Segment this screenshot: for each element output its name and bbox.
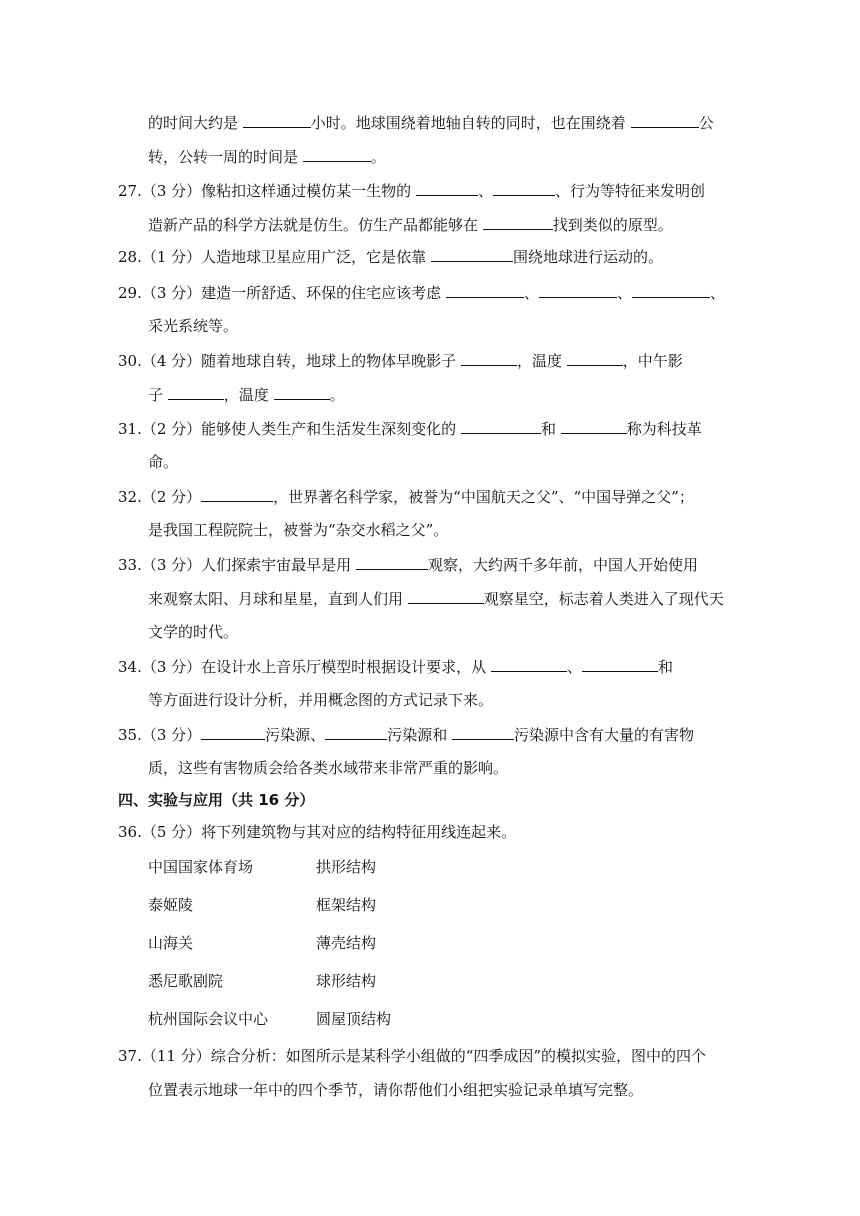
q33-line-2 xyxy=(148,588,724,609)
text: 小时。地球围绕着地轴自转的同时，也在围绕着 xyxy=(310,114,631,132)
text: ，世界著名科学家，被誉为“中国航天之父”、“中国导弹之父”； xyxy=(273,488,694,506)
text: 子 xyxy=(148,386,168,404)
text: 、 xyxy=(709,284,725,302)
text: 、 xyxy=(477,182,493,200)
text: 29.（3 分）建造一所舒适、环保的住宅应该考虑 xyxy=(118,284,446,302)
text: 27.（3 分）像粘扣这样通过模仿某一生物的 xyxy=(118,182,416,200)
building-item: 悉尼歌剧院 xyxy=(148,972,224,990)
q29-line-2: 采光系统等。 xyxy=(148,317,239,335)
blank xyxy=(631,112,699,128)
q35-line-2: 质，这些有害物质会给各类水域带来非常严重的影响。 xyxy=(148,759,509,777)
blank xyxy=(567,350,623,366)
text: 。 xyxy=(370,148,386,166)
text: 造新产品的科学方法就是仿生。仿生产品都能够在 xyxy=(148,216,483,234)
blank xyxy=(461,418,541,434)
text: ，温度 xyxy=(516,352,567,370)
structure-item: 框架结构 xyxy=(316,896,377,914)
text: 找到类似的原型。 xyxy=(552,216,673,234)
text: 观察星空，标志着人类进入了现代天 xyxy=(483,590,724,608)
blank xyxy=(243,112,311,128)
text: 和 xyxy=(540,420,561,438)
q33-line-3: 文学的时代。 xyxy=(148,623,239,641)
text: 污染源和 xyxy=(387,726,452,744)
q27-line-1 xyxy=(118,180,705,201)
blank xyxy=(452,724,514,740)
text: 、 xyxy=(566,658,582,676)
text: 、行为等特征来发明创 xyxy=(554,182,705,200)
text: 、 xyxy=(616,284,632,302)
blank xyxy=(491,656,567,672)
blank xyxy=(168,384,224,400)
blank xyxy=(325,724,387,740)
structure-item: 圆屋顶结构 xyxy=(316,1010,392,1028)
building-item: 泰姬陵 xyxy=(148,896,194,914)
q32-line-2: 是我国工程院院士，被誉为“杂交水稻之父”。 xyxy=(148,521,449,539)
text: 观察，大约两千多年前，中国人开始使用 xyxy=(427,556,698,574)
structure-item: 拱形结构 xyxy=(316,858,377,876)
blank xyxy=(539,282,617,298)
q34-line-2: 等方面进行设计分析，并用概念图的方式记录下来。 xyxy=(148,691,494,709)
q31-line-1 xyxy=(118,418,702,439)
text: 34.（3 分）在设计水上音乐厅模型时根据设计要求，从 xyxy=(118,658,491,676)
blank xyxy=(483,214,553,230)
blank xyxy=(416,180,478,196)
section-heading: 四、实验与应用（共 16 分） xyxy=(118,791,315,809)
blank xyxy=(356,554,428,570)
blank xyxy=(303,146,371,162)
blank xyxy=(493,180,555,196)
blank xyxy=(461,350,517,366)
text: 围绕地球进行运动的。 xyxy=(512,248,663,266)
q29-line-1 xyxy=(118,282,725,303)
text: 35.（3 分） xyxy=(118,726,202,744)
building-item: 山海关 xyxy=(148,934,194,952)
blank xyxy=(446,282,524,298)
q37-line-2: 位置表示地球一年中的四个季节，请你帮他们小组把实验记录单填写完整。 xyxy=(148,1081,644,1099)
text: 污染源、 xyxy=(265,726,326,744)
q26-line-2 xyxy=(148,146,386,167)
text: 32.（2 分） xyxy=(118,488,202,506)
text: 31.（2 分）能够使人类生产和生活发生深刻变化的 xyxy=(118,420,461,438)
text: 公 xyxy=(698,114,714,132)
q37-line-1: 37.（11 分）综合分析：如图所示是某科学小组做的“四季成因”的模拟实验，图中的四个 xyxy=(118,1047,707,1065)
text: 。 xyxy=(329,386,345,404)
text: 污染源中含有大量的有害物 xyxy=(513,726,694,744)
text: 28.（1 分）人造地球卫星应用广泛，它是依靠 xyxy=(118,248,431,266)
q30-line-2 xyxy=(148,384,345,405)
q31-line-2: 命。 xyxy=(148,453,179,471)
q34-line-1 xyxy=(118,656,673,677)
text: 、 xyxy=(523,284,539,302)
q28-line xyxy=(118,246,663,267)
text: 的时间大约是 xyxy=(148,114,243,132)
q32-line-1 xyxy=(118,486,694,507)
blank xyxy=(408,588,484,604)
q36-prompt: 36.（5 分）将下列建筑物与其对应的结构特征用线连起来。 xyxy=(118,823,517,841)
blank xyxy=(632,282,710,298)
text: ，中午影 xyxy=(622,352,683,370)
text: 来观察太阳、月球和星星，直到人们用 xyxy=(148,590,408,608)
blank xyxy=(582,656,658,672)
blank xyxy=(431,246,513,262)
text: 和 xyxy=(657,658,673,676)
blank xyxy=(201,486,273,502)
text: 称为科技革 xyxy=(626,420,702,438)
structure-item: 球形结构 xyxy=(316,972,377,990)
blank xyxy=(274,384,330,400)
q27-line-2 xyxy=(148,214,673,235)
q33-line-1 xyxy=(118,554,698,575)
building-item: 杭州国际会议中心 xyxy=(148,1010,269,1028)
text: 转，公转一周的时间是 xyxy=(148,148,303,166)
text: 33.（3 分）人们探索宇宙最早是用 xyxy=(118,556,356,574)
text: 30.（4 分）随着地球自转，地球上的物体早晚影子 xyxy=(118,352,461,370)
text: ，温度 xyxy=(223,386,274,404)
q26-line-1 xyxy=(148,112,714,133)
blank xyxy=(561,418,627,434)
building-item: 中国国家体育场 xyxy=(148,858,254,876)
q35-line-1 xyxy=(118,724,694,745)
blank xyxy=(201,724,265,740)
structure-item: 薄壳结构 xyxy=(316,934,377,952)
q30-line-1 xyxy=(118,350,683,371)
